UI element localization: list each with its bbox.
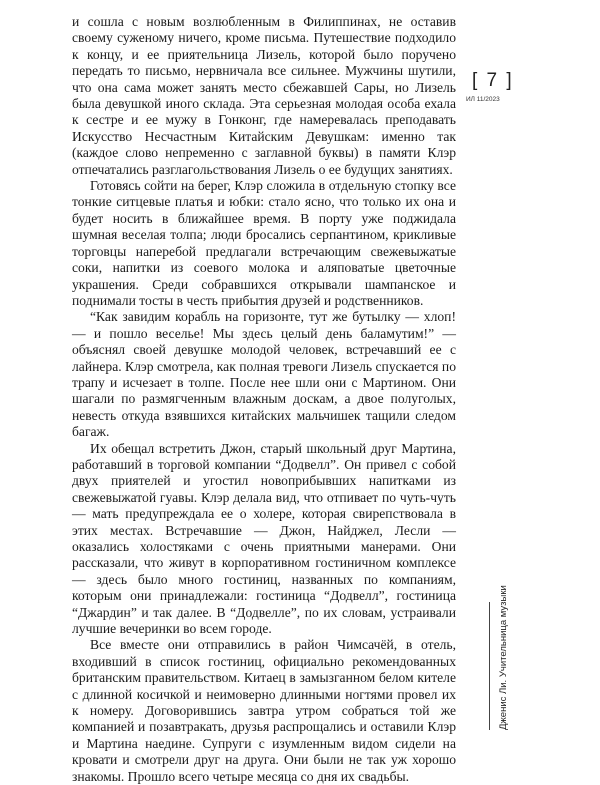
paragraph-2: Готовясь сойти на берег, Клэр сложила в отдельную стопку все тонкие ситцевые платья и юбки: стало ясно, что только их она и будет носить в ближайшее время. В порту уже поджидала шумная веселая толпа; люди бросались серпантином, крикливые торговцы наперебой предлагали встречающим свежевыжатые соки, напитки из соевого молока и аляповатые цветочные украшения. Среди собравшихся открывали шампанское и поднимали тосты в честь прибытия друзей и родственников. [72,178,456,308]
paragraph-5: Все вместе они отправились в район Чимсачёй, в отель, входивший в список гостиниц, официально рекомендованных британским правительством. Китаец в замызганном белом кителе с длинной косичкой и неимоверно длинными ногтями провел их к номеру. Договорившись завтра утром собраться той же компанией и позавтракать, друзья распрощались и оставили Клэр и Мартина наедине. Супруги с изумленным видом сидели на кровати и смотрели друг на друга. Они были не так уж хорошо знакомы. Прошло всего четыре месяца со дня их свадьбы. [72,637,456,784]
running-title: Дженис Ли. Учительница музыки [498,585,509,730]
body-text [72,14,456,785]
paragraph-4: Их обещал встретить Джон, старый школьный друг Мартина, работавший в торговой компании “Додвелл”. Он привел с собой двух приятелей и угостил новоприбывших напитками из свежевыжатой гуавы. Клэр делала вид, что отпивает по чуть-чуть — мать предупреждала ее о холере, которая свирепствовала в этих местах. Встречавшие — Джон, Найджел, Лесли — оказались холостяками с очень приятными манерами. Они рассказали, что живут в корпоративном гостиничном комплексе — здесь было много гостиниц, названных по компаниям, которым они принадлежали: гостиница “Додвелл”, гостиница “Джардин” и так далее. В “Додвелле”, по их словам, устраивали лучшие вечеринки во всем городе. [72,440,456,637]
issue-label: ИЛ 11/2023 [466,96,500,103]
paragraph-1: и сошла с новым возлюбленным в Филиппинах, не оставив своему суженому ничего, кроме письма. Путешествие подходило к концу, и ее приятельница Лизель, которой было поручено передать то письмо, нервничала все сильнее. Мужчины шутили, что она сама может занять место сбежавшей Сары, но Лизель была девушкой иного склада. Эта серьезная молодая особа ехала к сестре и ее мужу в Гонконг, где намеревалась преподавать Искусство Несчастным Китайским Девушкам: именно так (каждое слово непременно с заглавной буквы) в памяти Клэр отпечатались разглагольствования Лизель о ее будущих занятиях. [72,14,456,177]
paragraph-3: “Как завидим корабль на горизонте, тут же бутылку — хлоп! — и пошло веселье! Мы здесь целый день баламутим!” — объяснял своей девушке молодой человек, встречавший ее с лайнера. Клэр смотрела, как полная тревоги Лизель спускается по трапу и исчезает в толпе. После нее шли они с Мартином. Они шагали по размягченным влажным доскам, а двое полуголых, невесть откуда взявшихся китайских мальчишек тащили следом багаж. [72,309,456,440]
margin-rule [489,602,490,730]
page-number: [ 7 ] [472,70,514,91]
